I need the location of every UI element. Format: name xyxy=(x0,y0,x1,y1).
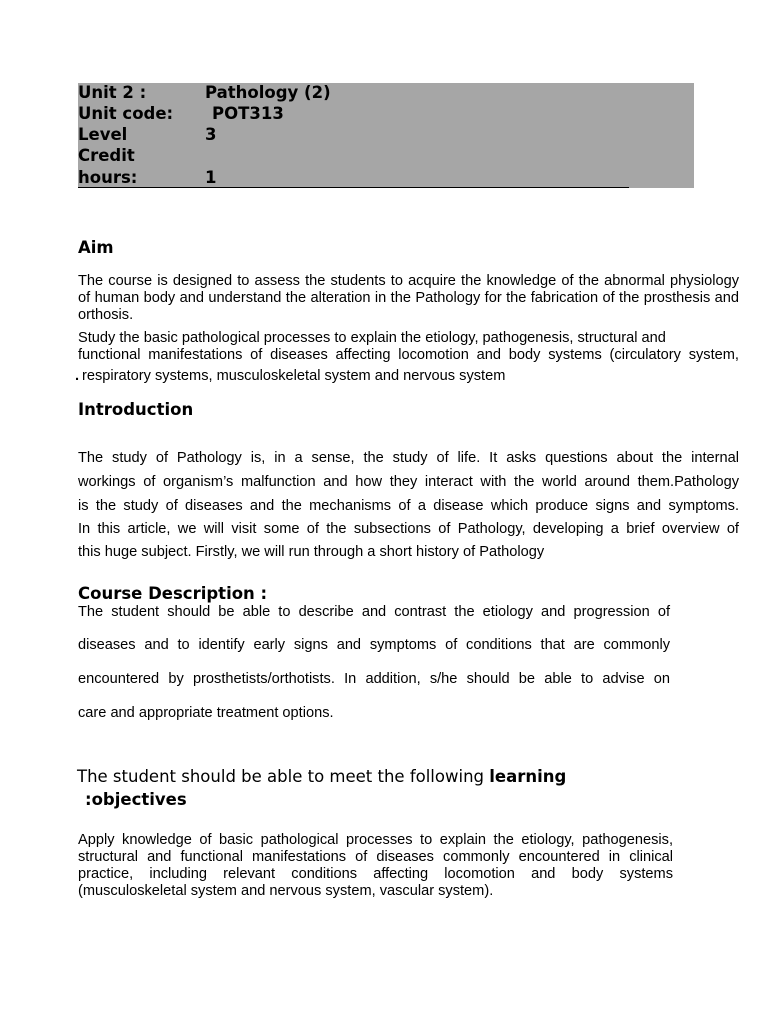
unit-header-box xyxy=(78,83,694,188)
course-description-heading: Course Description : xyxy=(78,584,268,603)
introduction-line-1: The study of Pathology is, in a sense, the study of life. It asks questions about the internal xyxy=(78,450,739,466)
unit-code-label: Unit code: xyxy=(78,104,174,123)
unit-title: Pathology (2) xyxy=(205,83,331,102)
aim-paragraph-2-leading-dot: . xyxy=(75,368,80,384)
objectives-heading-text: The student should be able to meet the following xyxy=(77,767,490,786)
aim-paragraph-1: The course is designed to assess the students to acquire the knowledge of the abnormal physiology of human body and understand the alteration in the Pathology for the fabrication of the prosthesis and orthosis. xyxy=(78,273,739,323)
level-label: Level xyxy=(78,125,128,144)
aim-paragraph-2-line-3: respiratory systems, musculoskeletal system and nervous system xyxy=(82,368,506,384)
aim-paragraph-2-line-1: Study the basic pathological processes to explain the etiology, pathogenesis, structural and xyxy=(78,330,666,346)
course-description-line-1: The student should be able to describe and contrast the etiology and progression of xyxy=(78,604,670,620)
course-description-line-2: diseases and to identify early signs and symptoms of conditions that are commonly xyxy=(78,637,670,653)
header-underline xyxy=(78,187,629,188)
credit-hours-label-line1: Credit xyxy=(78,146,135,165)
introduction-line-2: workings of organism’s malfunction and how they interact with the world around them.Pathology xyxy=(78,474,739,490)
unit-code-value: POT313 xyxy=(212,104,284,123)
aim-paragraph-2-line-2: functional manifestations of diseases affecting locomotion and body systems (circulatory system, xyxy=(78,347,739,363)
introduction-heading: Introduction xyxy=(78,400,194,419)
course-description-line-3: encountered by prosthetists/orthotists. In addition, s/he should be able to advise on xyxy=(78,671,670,687)
aim-heading: Aim xyxy=(78,238,114,257)
credit-hours-value: 1 xyxy=(205,168,217,187)
unit-label: Unit 2 : xyxy=(78,83,147,102)
level-value: 3 xyxy=(205,125,217,144)
credit-hours-label-line2: hours: xyxy=(78,168,138,187)
objectives-heading-line-1 xyxy=(77,767,566,787)
objectives-paragraph: Apply knowledge of basic pathological processes to explain the etiology, pathogenesis, structural and functional manifestations of diseases commonly encountered in clinical practice, including relevant conditions affecting locomotion and body systems (musculoskeletal system and nervous system, vascular system). xyxy=(78,832,673,899)
introduction-line-3: is the study of diseases and the mechanisms of a disease which produce signs and symptoms. xyxy=(78,498,739,514)
introduction-line-4: In this article, we will visit some of the subsections of Pathology, developing a brief overview of xyxy=(78,521,739,537)
course-description-line-4: care and appropriate treatment options. xyxy=(78,705,334,721)
objectives-heading-line-2: :objectives xyxy=(85,790,187,809)
objectives-heading-bold: learning xyxy=(489,767,567,786)
introduction-line-5: this huge subject. Firstly, we will run through a short history of Pathology xyxy=(78,544,545,560)
